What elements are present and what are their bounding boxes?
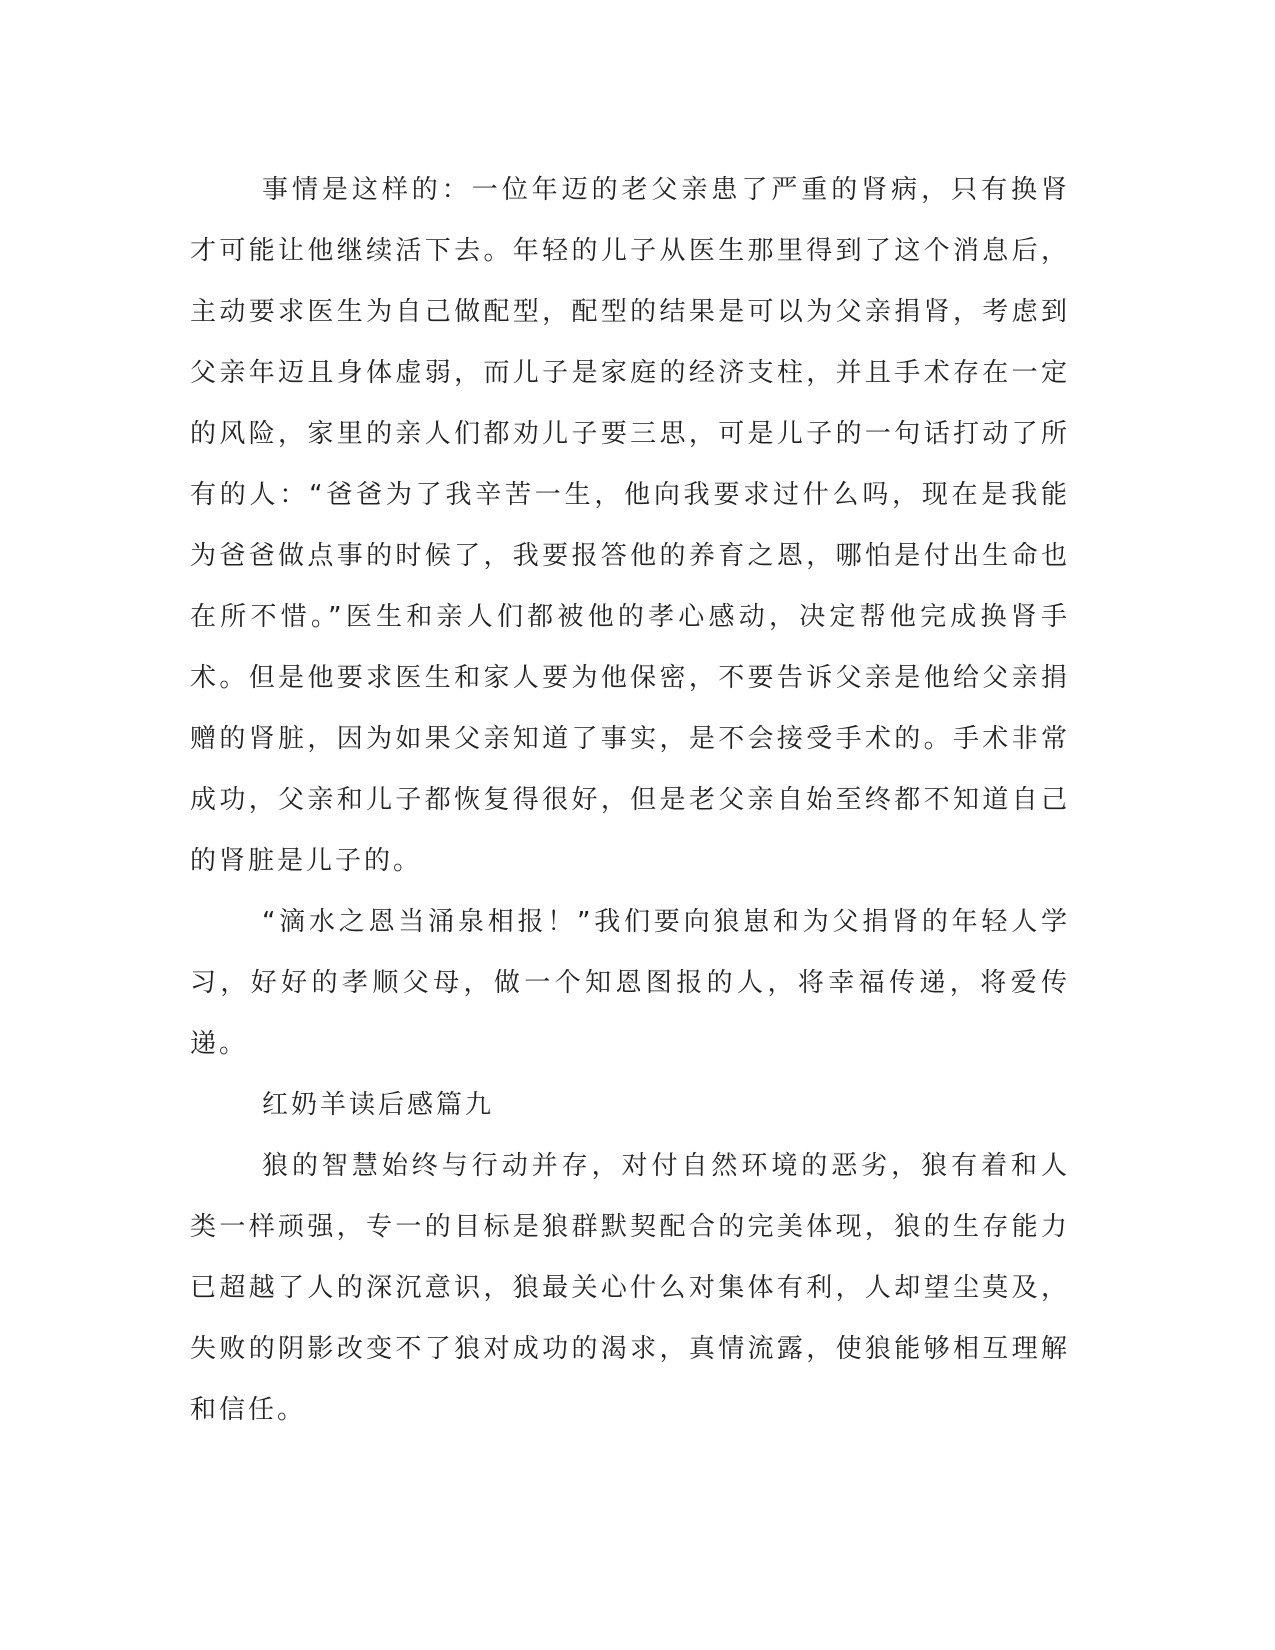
paragraph-gratitude: “滴水之恩当涌泉相报！”我们要向狼崽和为父捐肾的年轻人学习，好好的孝顺父母，做一个知恩图报的人，将幸福传递，将爱传递。 bbox=[190, 907, 1070, 1059]
paragraph-wolf-wisdom: 狼的智慧始终与行动并存，对付自然环境的恶劣，狼有着和人类一样顽强，专一的目标是狼群默契配合的完美体现，狼的生存能力已超越了人的深沉意识，狼最关心什么对集体有利，人却望尘莫及，失败的阴影改变不了狼对成功的渴求，真情流露，使狼能够相互理解和信任。 bbox=[190, 1151, 1070, 1425]
document-body bbox=[190, 160, 1070, 1441]
paragraph-kidney-story: 事情是这样的：一位年迈的老父亲患了严重的肾病，只有换肾才可能让他继续活下去。年轻的儿子从医生那里得到了这个消息后，主动要求医生为自己做配型，配型的结果是可以为父亲捐肾，考虑到父亲年迈且身体虚弱，而儿子是家庭的经济支柱，并且手术存在一定的风险，家里的亲人们都劝儿子要三思，可是儿子的一句话打动了所有的人：“爸爸为了我辛苦一生，他向我要求过什么吗，现在是我能为爸爸做点事的时候了，我要报答他的养育之恩，哪怕是付出生命也在所不惜。”医生和亲人们都被他的孝心感动，决定帮他完成换肾手术。但是他要求医生和家人要为他保密，不要告诉父亲是他给父亲捐赠的肾脏，因为如果父亲知道了事实，是不会接受手术的。手术非常成功，父亲和儿子都恢复得很好，但是老父亲自始至终都不知道自己的肾脏是儿子的。 bbox=[190, 175, 1070, 876]
section-heading: 红奶羊读后感篇九 bbox=[262, 1090, 495, 1120]
